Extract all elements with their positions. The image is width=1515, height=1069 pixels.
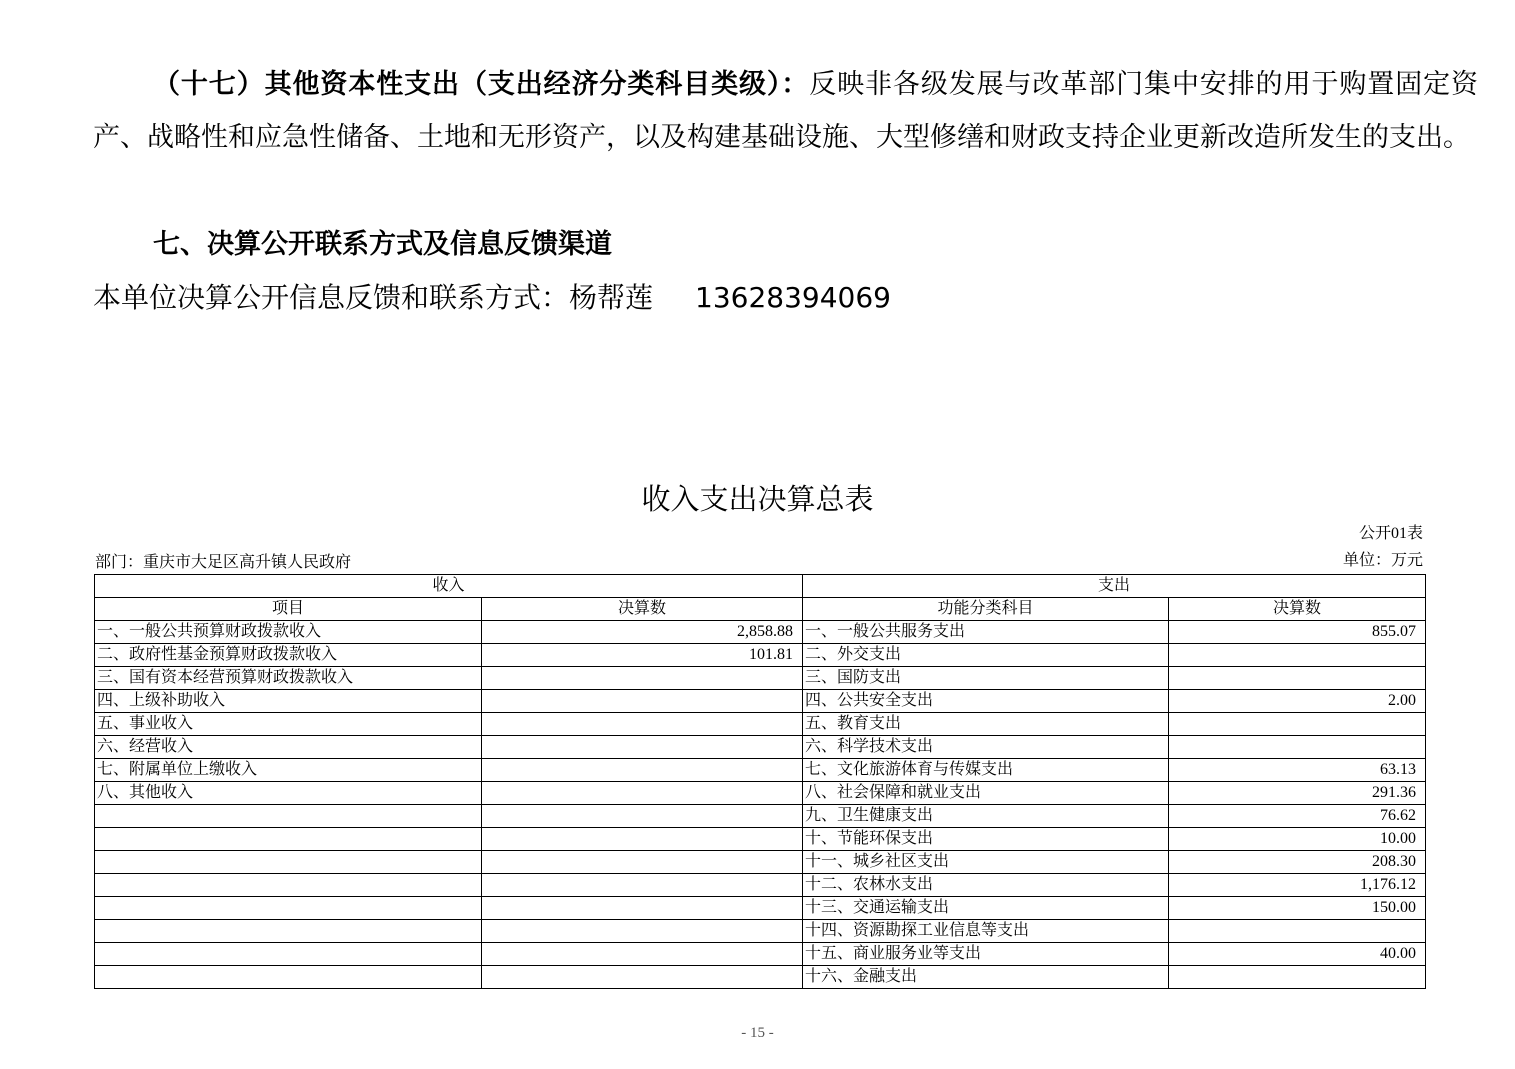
income-item-cell — [95, 966, 482, 989]
expenditure-item-cell: 一、一般公共服务支出 — [803, 621, 1169, 644]
expenditure-amount-cell — [1169, 736, 1426, 759]
income-item-cell: 一、一般公共预算财政拨款收入 — [95, 621, 482, 644]
expenditure-amount-cell: 76.62 — [1169, 805, 1426, 828]
income-amount-cell: 101.81 — [482, 644, 803, 667]
expenditure-amount-cell — [1169, 920, 1426, 943]
expenditure-item-cell: 七、文化旅游体育与传媒支出 — [803, 759, 1169, 782]
expenditure-item-cell: 三、国防支出 — [803, 667, 1169, 690]
table-row — [95, 644, 1426, 667]
expenditure-item-cell: 十四、资源勘探工业信息等支出 — [803, 920, 1169, 943]
table-group-header-row — [95, 575, 1426, 598]
income-item-cell — [95, 897, 482, 920]
expenditure-item-header: 功能分类科目 — [803, 598, 1169, 621]
income-item-cell — [95, 874, 482, 897]
expenditure-item-cell: 十三、交通运输支出 — [803, 897, 1169, 920]
income-amount-cell — [482, 782, 803, 805]
table-row — [95, 782, 1426, 805]
table-column-header-row — [95, 598, 1426, 621]
expenditure-amount-cell: 40.00 — [1169, 943, 1426, 966]
income-amount-cell — [482, 690, 803, 713]
income-item-cell: 八、其他收入 — [95, 782, 482, 805]
expenditure-item-cell: 九、卫生健康支出 — [803, 805, 1169, 828]
table-row — [95, 874, 1426, 897]
expenditure-item-cell: 十六、金融支出 — [803, 966, 1169, 989]
income-amount-cell — [482, 920, 803, 943]
table-row — [95, 851, 1426, 874]
expenditure-item-cell: 二、外交支出 — [803, 644, 1169, 667]
income-amount-cell: 2,858.88 — [482, 621, 803, 644]
department-label: 部门：重庆市大足区高升镇人民政府 — [95, 554, 352, 571]
section-heading: 七、决算公开联系方式及信息反馈渠道 — [153, 229, 612, 260]
table-row — [95, 667, 1426, 690]
expenditure-amount-cell — [1169, 644, 1426, 667]
paragraph-body: 反映非各级发展与改革部门集中安排的用于购置固定资产、战略性和应急性储备、土地和无形资产，以及构建基础设施、大型修缮和财政支持企业更新改造所发生的支出。 — [93, 69, 1478, 153]
income-amount-cell — [482, 897, 803, 920]
income-item-cell: 二、政府性基金预算财政拨款收入 — [95, 644, 482, 667]
income-amount-cell — [482, 713, 803, 736]
income-amount-cell — [482, 966, 803, 989]
expenditure-group-header: 支出 — [803, 575, 1426, 598]
income-item-cell — [95, 920, 482, 943]
income-item-cell: 五、事业收入 — [95, 713, 482, 736]
income-amount-cell — [482, 667, 803, 690]
expenditure-amount-cell — [1169, 713, 1426, 736]
expenditure-item-cell: 十一、城乡社区支出 — [803, 851, 1169, 874]
table-row — [95, 713, 1426, 736]
expenditure-item-cell: 八、社会保障和就业支出 — [803, 782, 1169, 805]
income-expenditure-summary-table — [94, 574, 1426, 989]
income-amount-cell — [482, 759, 803, 782]
table-row — [95, 736, 1426, 759]
income-amount-cell — [482, 736, 803, 759]
paragraph-other-capital-expenditure — [93, 58, 1478, 164]
contact-line — [93, 275, 891, 321]
expenditure-amount-cell: 291.36 — [1169, 782, 1426, 805]
unit-label: 单位：万元 — [1342, 552, 1423, 569]
table-row — [95, 920, 1426, 943]
income-item-cell — [95, 805, 482, 828]
expenditure-amount-cell: 10.00 — [1169, 828, 1426, 851]
expenditure-amount-cell: 208.30 — [1169, 851, 1426, 874]
income-item-cell: 六、经营收入 — [95, 736, 482, 759]
income-amount-cell — [482, 851, 803, 874]
expenditure-item-cell: 五、教育支出 — [803, 713, 1169, 736]
paragraph-lead: （十七）其他资本性支出（支出经济分类科目类级）： — [153, 69, 810, 99]
income-amount-header: 决算数 — [482, 598, 803, 621]
table-row — [95, 897, 1426, 920]
expenditure-amount-cell: 63.13 — [1169, 759, 1426, 782]
income-amount-cell — [482, 828, 803, 851]
income-amount-cell — [482, 874, 803, 897]
expenditure-amount-cell: 1,176.12 — [1169, 874, 1426, 897]
expenditure-amount-header: 决算数 — [1169, 598, 1426, 621]
income-item-cell: 三、国有资本经营预算财政拨款收入 — [95, 667, 482, 690]
table-row — [95, 943, 1426, 966]
table-row — [95, 690, 1426, 713]
table-row — [95, 828, 1426, 851]
table-body — [95, 621, 1426, 989]
expenditure-amount-cell: 855.07 — [1169, 621, 1426, 644]
form-number: 公开01表 — [1358, 525, 1423, 542]
income-item-cell: 四、上级补助收入 — [95, 690, 482, 713]
income-item-cell: 七、附属单位上缴收入 — [95, 759, 482, 782]
income-item-cell — [95, 851, 482, 874]
expenditure-amount-cell: 150.00 — [1169, 897, 1426, 920]
income-item-header: 项目 — [95, 598, 482, 621]
income-amount-cell — [482, 943, 803, 966]
contact-label: 本单位决算公开信息反馈和联系方式：杨帮莲 — [93, 281, 654, 314]
expenditure-item-cell: 六、科学技术支出 — [803, 736, 1169, 759]
table-row — [95, 805, 1426, 828]
table-row — [95, 759, 1426, 782]
expenditure-amount-cell — [1169, 966, 1426, 989]
expenditure-item-cell: 十二、农林水支出 — [803, 874, 1169, 897]
expenditure-amount-cell: 2.00 — [1169, 690, 1426, 713]
income-item-cell — [95, 828, 482, 851]
income-amount-cell — [482, 805, 803, 828]
expenditure-item-cell: 四、公共安全支出 — [803, 690, 1169, 713]
expenditure-item-cell: 十五、商业服务业等支出 — [803, 943, 1169, 966]
table-row — [95, 621, 1426, 644]
income-item-cell — [95, 943, 482, 966]
expenditure-amount-cell — [1169, 667, 1426, 690]
table-title: 收入支出决算总表 — [641, 484, 874, 516]
contact-phone: 13628394069 — [695, 281, 891, 314]
expenditure-item-cell: 十、节能环保支出 — [803, 828, 1169, 851]
page-number: - 15 - — [741, 1025, 774, 1041]
table-row — [95, 966, 1426, 989]
income-group-header: 收入 — [95, 575, 803, 598]
